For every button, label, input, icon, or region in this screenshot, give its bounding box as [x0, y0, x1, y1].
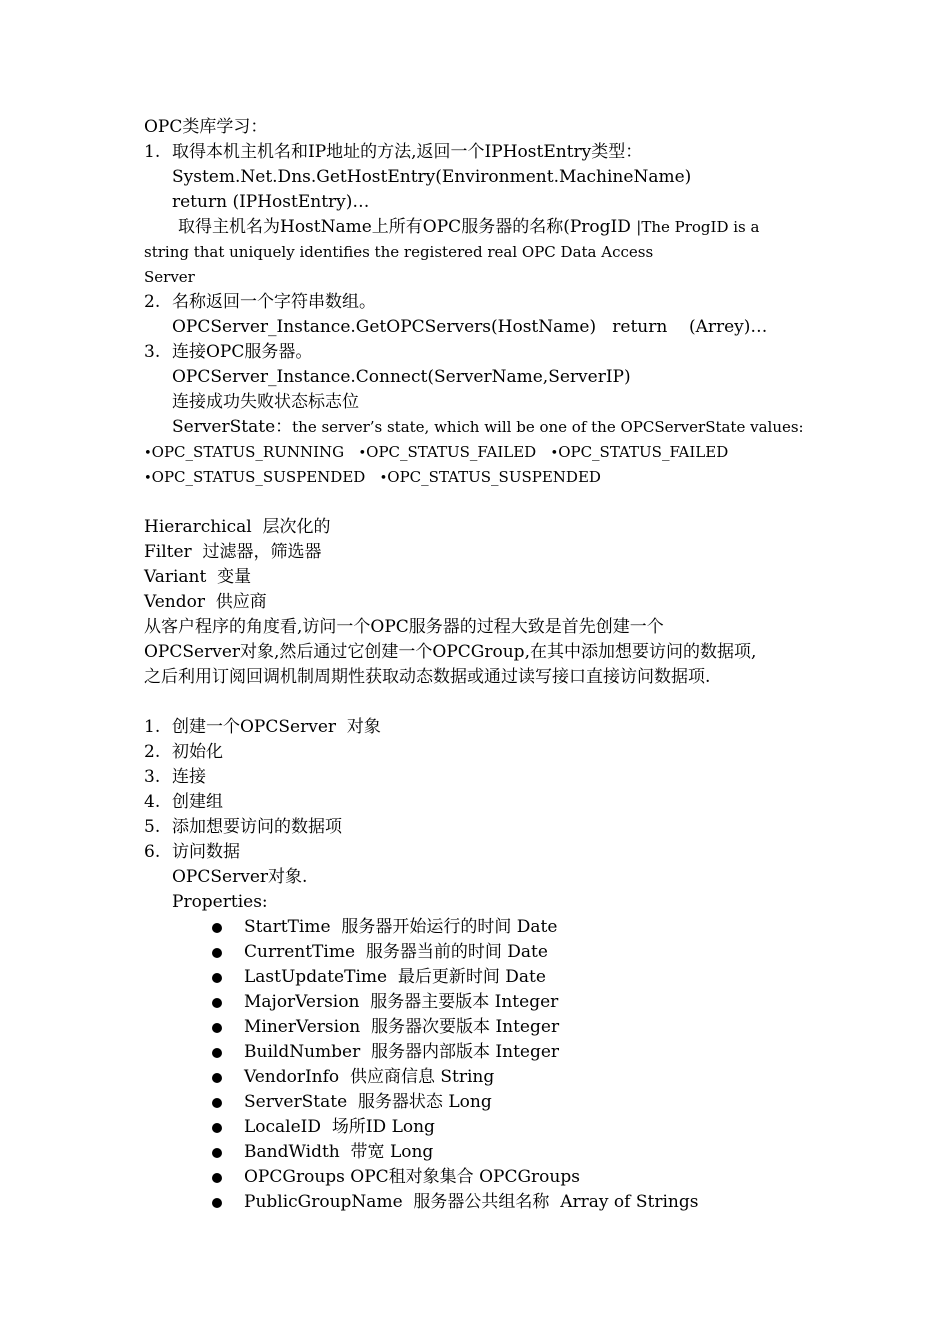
property-text: MajorVersion 服务器主要版本 Integer: [244, 992, 559, 1012]
step-number: 2.: [144, 742, 161, 762]
section-3-number: 3.: [144, 342, 161, 362]
section-1-number: 1.: [144, 142, 161, 162]
section-1-desc-line-2: string that uniquely identifies the registered real OPC Data Access: [144, 243, 654, 261]
bullet-dot: •: [550, 446, 559, 461]
state-item: OPC_STATUS_FAILED: [366, 443, 537, 461]
section-3-heading: [144, 340, 844, 365]
property-item: [144, 915, 844, 940]
step-number: 1.: [144, 717, 161, 737]
property-text: VendorInfo 供应商信息 String: [244, 1067, 495, 1087]
step-text: 初始化: [172, 742, 223, 762]
section-1-desc-line-3: Server: [144, 268, 195, 286]
bullet-icon: [212, 1048, 222, 1058]
bullet-dot: •: [358, 446, 367, 461]
section-3-status-label: 连接成功失败状态标志位: [172, 392, 359, 412]
bullet-icon: [212, 1198, 222, 1208]
paragraph-line: OPCServer对象,然后通过它创建一个OPCGroup,在其中添加想要访问的数据项,: [144, 642, 757, 662]
step-item: [144, 715, 844, 740]
bullet-dot: •: [144, 446, 152, 461]
server-state-line: [144, 415, 844, 440]
property-text: OPCGroups OPC租对象集合 OPCGroups: [244, 1167, 580, 1187]
state-item: OPC_STATUS_RUNNING: [151, 443, 345, 461]
property-item: [144, 990, 844, 1015]
step-number: 5.: [144, 817, 161, 837]
property-text: PublicGroupName 服务器公共组名称 Array of Strings: [244, 1192, 699, 1212]
bullet-icon: [212, 1148, 222, 1158]
section-2-heading: [144, 290, 844, 315]
property-item: [144, 965, 844, 990]
bullet-icon: [212, 973, 222, 983]
section-1-code-1: System.Net.Dns.GetHostEntry(Environment.MachineName): [172, 167, 692, 187]
properties-label: Properties:: [172, 892, 268, 912]
states-row-1: [144, 440, 844, 465]
bullet-icon: [212, 1098, 222, 1108]
server-state-label: ServerState：: [172, 417, 293, 437]
spacer: [144, 690, 844, 715]
property-text: CurrentTime 服务器当前的时间 Date: [244, 942, 548, 962]
step-text: 连接: [172, 767, 206, 787]
state-item: OPC_STATUS_SUSPENDED: [387, 468, 601, 486]
section-3-code: OPCServer_Instance.Connect(ServerName,ServerIP): [172, 367, 631, 387]
section-2-text: 名称返回一个字符串数组。: [172, 292, 376, 312]
state-item: OPC_STATUS_SUSPENDED: [151, 468, 366, 486]
step-text: 访问数据: [172, 842, 240, 862]
properties-list: [144, 915, 844, 1215]
property-text: MinerVersion 服务器次要版本 Integer: [244, 1017, 560, 1037]
step-number: 3.: [144, 767, 161, 787]
step-item: [144, 765, 844, 790]
object-title: OPCServer对象.: [172, 867, 308, 887]
step-text: 添加想要访问的数据项: [172, 817, 342, 837]
section-1-heading: [144, 140, 844, 165]
property-item: [144, 1115, 844, 1140]
property-item: [144, 1065, 844, 1090]
section-2-number: 2.: [144, 292, 161, 312]
step-number: 4.: [144, 792, 161, 812]
server-state-desc: the server’s state, which will be one of the OPCServerState values:: [292, 418, 804, 436]
document-body: [144, 115, 844, 1215]
property-item: [144, 1090, 844, 1115]
glossary-item: Variant 变量: [144, 567, 252, 587]
paragraph-line: 之后利用订阅回调机制周期性获取动态数据或通过读写接口直接访问数据项.: [144, 667, 711, 687]
states-row-2: [144, 465, 844, 490]
property-item: [144, 940, 844, 965]
bullet-icon: [212, 998, 222, 1008]
property-text: BandWidth 带宽 Long: [244, 1142, 434, 1162]
property-item: [144, 1190, 844, 1215]
glossary-item: Hierarchical 层次化的: [144, 517, 331, 537]
bullet-icon: [212, 948, 222, 958]
property-text: StartTime 服务器开始运行的时间 Date: [244, 917, 558, 937]
step-item: [144, 790, 844, 815]
property-item: [144, 1165, 844, 1190]
bullet-icon: [212, 1073, 222, 1083]
bullet-icon: [212, 1123, 222, 1133]
bullet-icon: [212, 1173, 222, 1183]
property-item: [144, 1040, 844, 1065]
glossary-item: Filter 过滤器，筛选器: [144, 542, 322, 562]
section-3-text: 连接OPC服务器。: [172, 342, 313, 362]
bullet-icon: [212, 1023, 222, 1033]
section-2-code: OPCServer_Instance.GetOPCServers(HostName) return (Arrey)…: [172, 317, 768, 337]
step-item: [144, 815, 844, 840]
property-text: ServerState 服务器状态 Long: [244, 1092, 492, 1112]
paragraph-line: 从客户程序的角度看,访问一个OPC服务器的过程大致是首先创建一个: [144, 617, 664, 637]
bullet-icon: [212, 923, 222, 933]
step-number: 6.: [144, 842, 161, 862]
section-1-text: 取得本机主机名和IP地址的方法,返回一个IPHostEntry类型：: [172, 142, 643, 162]
section-1-desc-main: 取得主机名为HostName上所有OPC服务器的名称(ProgID: [178, 217, 631, 237]
step-text: 创建组: [172, 792, 223, 812]
spacer: [144, 490, 844, 515]
step-item: [144, 840, 844, 865]
property-text: BuildNumber 服务器内部版本 Integer: [244, 1042, 560, 1062]
section-1-code-2: return (IPHostEntry)…: [172, 192, 370, 212]
section-1-desc-small: |The ProgID is a: [636, 218, 760, 236]
property-item: [144, 1140, 844, 1165]
property-text: LocaleID 场所ID Long: [244, 1117, 435, 1137]
glossary-item: Vendor 供应商: [144, 592, 267, 612]
property-item: [144, 1015, 844, 1040]
step-item: [144, 740, 844, 765]
section-1-desc: [144, 215, 844, 240]
bullet-dot: •: [144, 471, 152, 486]
step-text: 创建一个OPCServer 对象: [172, 717, 381, 737]
bullet-dot: •: [379, 471, 388, 486]
property-text: LastUpdateTime 最后更新时间 Date: [244, 967, 546, 987]
state-item: OPC_STATUS_FAILED: [558, 443, 729, 461]
document-title: OPC类库学习：: [144, 117, 268, 137]
